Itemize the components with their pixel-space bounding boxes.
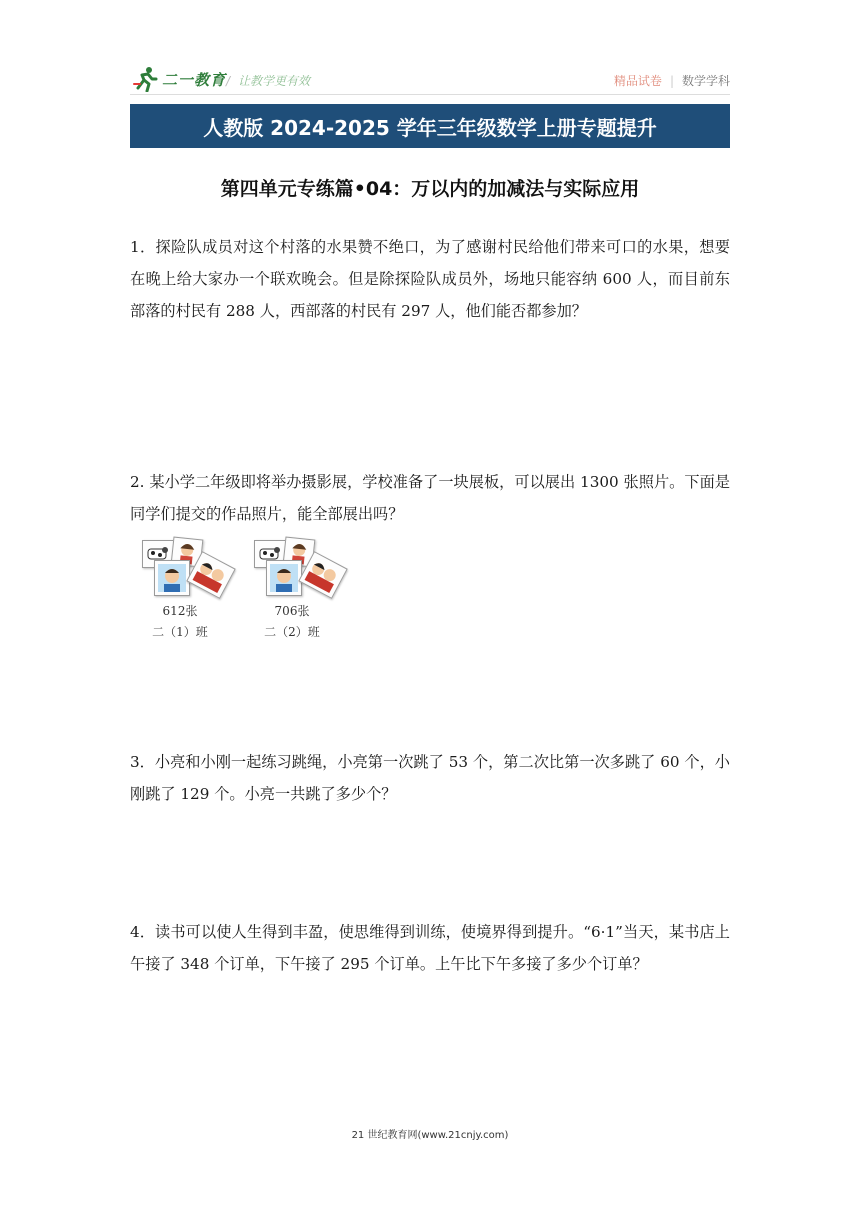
slogan: / 让教学更有效 [226, 74, 311, 88]
section-title: 第四单元专练篇•04：万以内的加减法与实际应用 [220, 178, 640, 200]
slogan-text: 让教学更有效 [238, 74, 311, 88]
photo-group-class-2 [252, 536, 348, 646]
header-divider [130, 94, 730, 95]
page-footer: 21 世纪教育网(www.21cnjy.com) [351, 1130, 509, 1141]
tag-subject: 数学学科 [681, 74, 730, 88]
title-banner [130, 104, 730, 148]
class-name-2: 二（2）班 [264, 625, 320, 639]
photo-figures [140, 536, 340, 646]
header-tags [614, 72, 730, 89]
question-4: 4．读书可以使人生得到丰盈，使思维得到训练，使境界得到提升。“6·1”当天，某书店上午接了 348 个订单，下午接了 295 个订单。上午比下午多接了多少个订单？ [130, 923, 730, 973]
tag-premium: 精品试卷 [613, 74, 662, 88]
question-2: 2. 某小学二年级即将举办摄影展，学校准备了一块展板，可以展出 1300 张照片。下面是同学们提交的作品照片，能全部展出吗？ [130, 473, 730, 523]
banner-title: 人教版 2024-2025 学年三年级数学上册专题提升 [203, 115, 657, 140]
question-3: 3．小亮和小刚一起练习跳绳，小亮第一次跳了 53 个，第二次比第一次多跳了 60 个，小刚跳了 129 个。小亮一共跳了多少个？ [130, 753, 730, 803]
site-logo[interactable] [132, 64, 226, 94]
class-name-1: 二（1）班 [152, 625, 208, 639]
logo-text: 二一教育 [162, 70, 227, 89]
tag-divider: | [669, 73, 674, 88]
photo-count-class-2: 706张 [274, 604, 310, 618]
photo-group-class-1 [140, 536, 236, 646]
question-1: 1．探险队成员对这个村落的水果赞不绝口，为了感谢村民给他们带来可口的水果，想要在晚上给大家办一个联欢晚会。但是除探险队成员外，场地只能容纳 600 人，而目前东部落的村民有 288 人，西部落的村民有 297 人，他们能否都参加？ [130, 238, 730, 320]
photo-count-class-1: 612张 [162, 604, 198, 618]
runner-icon [132, 66, 158, 92]
page-header [130, 62, 730, 96]
